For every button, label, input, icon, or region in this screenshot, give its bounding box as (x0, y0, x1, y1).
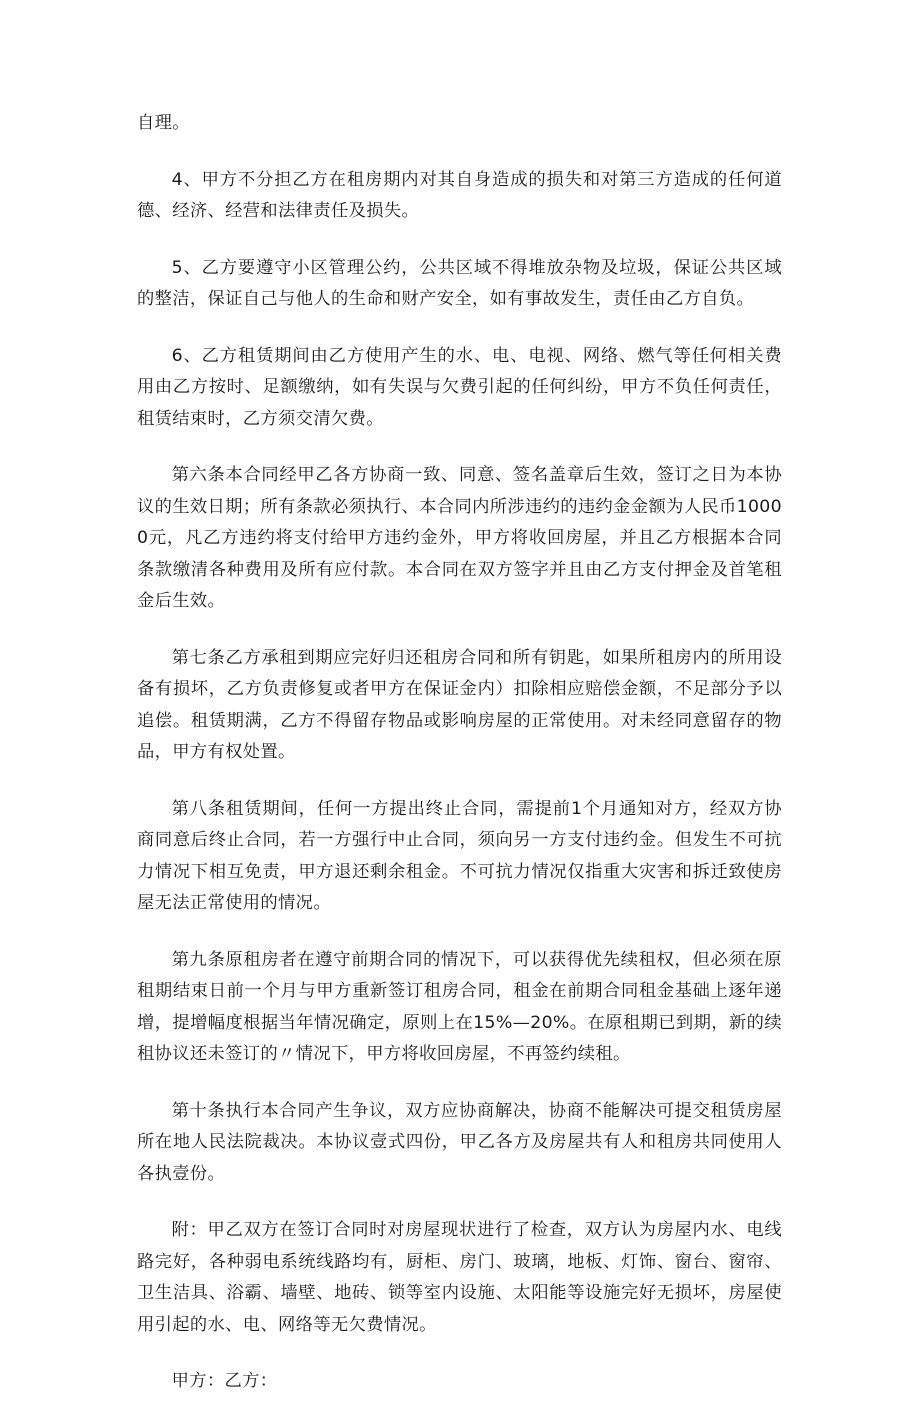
document-body (137, 108, 782, 1423)
article-7: 第七条乙方承租到期应完好归还租房合同和所有钥匙，如果所租房内的所用设备有损坏，乙方负责修复或者甲方在保证金内）扣除相应赔偿金额，不足部分予以追偿。租赁期满，乙方不得留存物品或影响房屋的正常使用。对未经同意留存的物品，甲方有权处置。 (137, 647, 782, 762)
article-8: 第八条租赁期间，任何一方提出终止合同，需提前1个月通知对方，经双方协商同意后终止合同，若一方强行中止合同，须向另一方支付违约金。但发生不可抗力情况下相互免责，甲方退还剩余租金。不可抗力情况仅指重大灾害和拆迁致使房屋无法正常使用的情况。 (137, 798, 782, 913)
paragraph-continuation: 自理。 (137, 113, 190, 133)
article-10: 第十条执行本合同产生争议，双方应协商解决，协商不能解决可提交租赁房屋所在地人民法院裁决。本协议壹式四份，甲乙各方及房屋共有人和租房共同使用人各执壹份。 (137, 1100, 782, 1184)
clause-4: 4、甲方不分担乙方在租房期内对其自身造成的损失和对第三方造成的任何道德、经济、经营和法律责任及损失。 (137, 169, 782, 221)
signature-line: 甲方：乙方： (171, 1371, 278, 1391)
clause-6: 6、乙方租赁期间由乙方使用产生的水、电、电视、网络、燃气等任何相关费用由乙方按时、足额缴纳，如有失误与欠费引起的任何纠纷，甲方不负任何责任，租赁结束时，乙方须交清欠费。 (137, 345, 782, 429)
article-6: 第六条本合同经甲乙各方协商一致、同意、签名盖章后生效，签订之日为本协议的生效日期；所有条款必须执行、本合同内所涉违约的违约金金额为人民币10000元，凡乙方违约将支付给甲方违约金外，甲方将收回房屋，并且乙方根据本合同条款缴清各种费用及所有应付款。本合同在双方签字并且由乙方支付押金及首笔租金后生效。 (137, 465, 782, 611)
article-9: 第九条原租房者在遵守前期合同的情况下，可以获得优先续租权，但必须在原租期结束日前一个月与甲方重新签订租房合同，租金在前期合同租金基础上逐年递增，提增幅度根据当年情况确定，原则上在15%—20%。在原租期已到期，新的续租协议还未签订的〃情况下，甲方将收回房屋，不再签约续租。 (137, 949, 782, 1064)
clause-5: 5、乙方要遵守小区管理公约，公共区域不得堆放杂物及垃圾，保证公共区域的整洁，保证自己与他人的生命和财产安全，如有事故发生，责任由乙方自负。 (137, 257, 782, 309)
appendix-note: 附：甲乙双方在签订合同时对房屋现状进行了检查，双方认为房屋内水、电线路完好，各种弱电系统线路均有，厨柜、房门、玻璃，地板、灯饰、窗台、窗帘、卫生洁具、浴霸、墙壁、地砖、锁等室内设施、太阳能等设施完好无损坏，房屋使用引起的水、电、网络等无欠费情况。 (137, 1220, 782, 1335)
